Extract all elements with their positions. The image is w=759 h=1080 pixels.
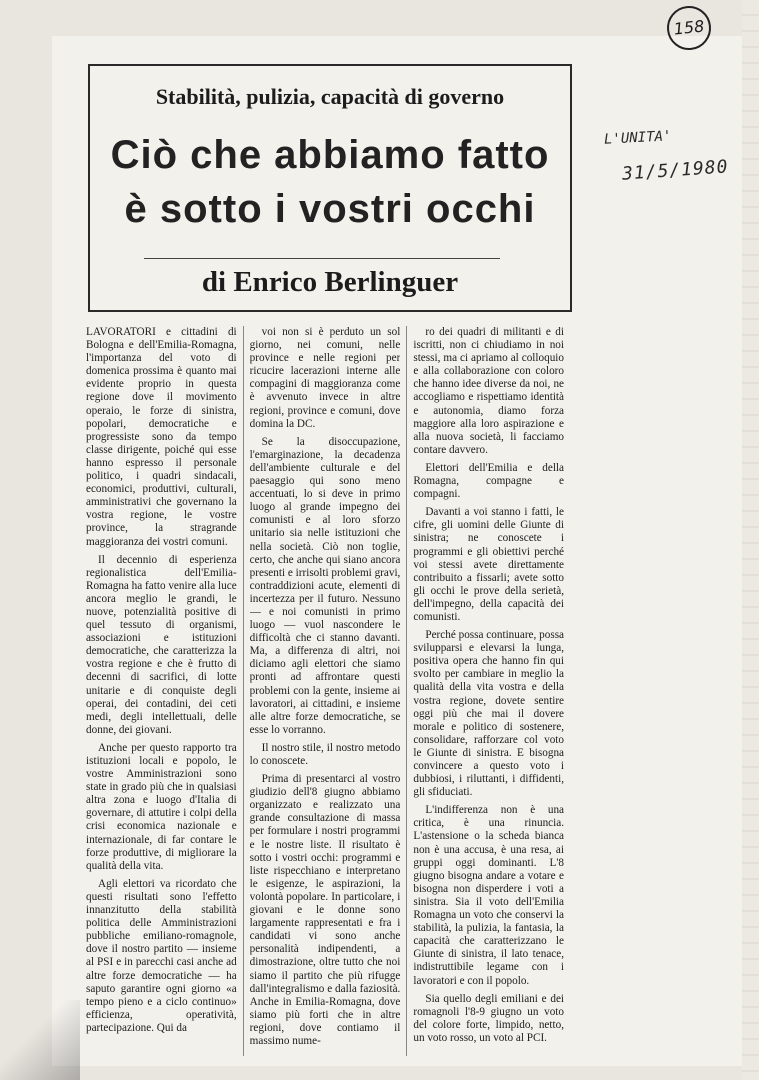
article-paragraph: LAVORATORI e cittadini di Bologna e dell'Emilia-Romagna, l'importanza del voto di domenica prossima è quanto mai evidente proprio in questa regione dove il movimento operaio, le forze di sinistra, popolari, democratiche e progressiste sono da tempo classe dirigente, poiché qui esse hanno espresso il personale politico, i quadri sindacali, economici, produttivi, culturali, amministrativi che governano la vostra regione, le vostre province, la stragrande maggioranza dei vostri comuni. [86, 326, 237, 548]
article-paragraph: Davanti a voi stanno i fatti, le cifre, gli uomini delle Giunte di sinistra; ne conoscete i programmi e gli obiettivi perché voi stessi avete direttamente contribuito a fissarli; avete sotto gli occhi le prove della serietà, dell'impegno, della capacità dei comunisti. [413, 506, 565, 623]
column-divider [243, 326, 244, 1056]
handwritten-source-note: L'UNITA' [603, 128, 672, 148]
page-number-stamp: 158 [665, 4, 713, 52]
article-paragraph: ro dei quadri di militanti e di iscritti, non ci chiudiamo in noi stessi, ma ci apriamo al colloquio e alla collaborazione con coloro che hanno idee diverse da noi, ne accogliamo e rispettiamo identità e autonomia, diamo forza maggiore alla loro aspirazione e alla nuova società, li facciamo contare davvero. [413, 326, 565, 456]
column-divider [406, 326, 407, 1056]
article-column-1 [86, 326, 237, 1056]
article-paragraph: Prima di presentarci al vostro giudizio dell'8 giugno abbiamo organizzato e realizzato una grande consultazione di massa per formulare i nostri programmi e le nostre liste. Il risultato è sotto i vostri occhi: programmi e liste rispecchiano e interpretano le esigenze, le aspirazioni, la volontà popolare. In particolare, i giovani e le donne sono largamente rappresentati e fra i candidati vi sono anche personalità indipendenti, a dimostrazione, oltre tutto che noi siamo il partito che più rifugge dall'integralismo e dalla faziosità. Anche in Emilia-Romagna, dove siamo più forti che in altre regioni, dove contiamo il massimo nume- [249, 773, 401, 1047]
byline-rule [144, 258, 500, 259]
headline-line-2: è sotto i vostri occhi [124, 187, 536, 231]
handwritten-date-note: 31/5/1980 [621, 156, 730, 185]
article-column-2 [250, 326, 401, 1056]
article-column-3 [413, 326, 564, 1056]
article-paragraph: Elettori dell'Emilia e della Romagna, compagne e compagni. [413, 461, 565, 501]
article-paragraph: Anche per questo rapporto tra istituzioni locali e popolo, le vostre Amministrazioni sono state in grado più che in qualsiasi altra zona e luogo d'Italia di governare, di attutire i colpi della crisi economica nazionale e internazionale, di far contare le forze produttive, di migliorare la qualità della vita. [86, 741, 237, 872]
headline [90, 128, 570, 236]
article-body [86, 326, 564, 1056]
article-paragraph: L'indifferenza non è una critica, è una rinuncia. L'astensione o la scheda bianca non è una accusa, è una resa, ai gruppi oggi dominanti. L'8 giugno bisogna andare a votare e bisogna non disperdere i voti a sinistra. Sia il voto dell'Emilia Romagna un voto che conservi la stabilità, la pulizia, la fantasia, la capacità che caratterizzano le Giunte di sinistra, il lato tenace, indistruttibile legame con i lavoratori e con il popolo. [413, 804, 565, 987]
headline-box [88, 64, 572, 312]
article-paragraph: Se la disoccupazione, l'emarginazione, la decadenza dell'ambiente culturale e del paesaggio qui sono meno accentuati, lo si deve in primo luogo al grande impegno dei comunisti e al loro sforzo unitario sia nelle istituzioni che nella società. Ciò non toglie, certo, che anche qui siano ancora presenti e irrisolti problemi gravi, contraddizioni acute, elementi di incertezza per il futuro. Nessuno — e noi comunisti in primo luogo — vuol nascondere le difficoltà che ci stanno davanti. Ma, a differenza di altri, noi diciamo agli elettori che siamo pronti ad affrontare questi problemi con la gente, insieme ai lavoratori, ai cittadini, e insieme alle altre forze democratiche, se esse lo vorranno. [249, 435, 401, 736]
article-paragraph: Sia quello degli emiliani e dei romagnoli l'8-9 giugno un voto del colore forte, limpido, netto, un voto rosso, un voto al PCI. [413, 992, 565, 1044]
article-paragraph: Perché possa continuare, possa svilupparsi e elevarsi la lunga, positiva opera che hanno fin qui svolto per cambiare in meglio la qualità della vita vostra e della vostra regione, dovete sentire oggi più che mai il dovere morale e politico di sostenere, consolidare, rafforzare col voto le Giunte di sinistra. E bisogna convincere a questo voto i dubbiosi, i riluttanti, i diffidenti, gli sfiduciati. [413, 629, 565, 799]
kicker: Stabilità, pulizia, capacità di governo [155, 84, 505, 109]
article-paragraph: Agli elettori va ricordato che questi risultati sono l'effetto innanzitutto della stabilità politica delle Amministrazioni pubbliche emiliano-romagnole, dove il nostro partito — insieme al PSI e in parecchi casi anche ad altre forze democratiche — ha saputo garantire ogni giorno «a tempo pieno e a ciclo continuo» efficienza, operatività, partecipazione. Qui da [86, 877, 237, 1034]
scanner-edge-strip [742, 0, 759, 1080]
headline-line-1: Ciò che abbiamo fatto [110, 133, 550, 177]
scan-shadow [0, 1000, 80, 1080]
byline: di Enrico Berlinguer [201, 266, 459, 298]
article-paragraph: voi non si è perduto un sol giorno, nei comuni, nelle province e nelle regioni per ricucire lacerazioni interne alle compagini di maggioranza come è avvenuto invece in altre regioni, province e comuni, dove domina la DC. [249, 326, 401, 430]
article-paragraph: Il nostro stile, il nostro metodo lo conoscete. [249, 741, 401, 767]
article-paragraph: Il decennio di esperienza regionalistica dell'Emilia-Romagna ha fatto venire alla luce ancora meglio le grandi, le nuove, potenzialità positive di quel tessuto di organismi, associazioni e istituzioni democratiche, che caratterizza la vostra regione e che è frutto di decenni di sacrifici, di lotte unitarie e di conquiste degli operai, dei contadini, dei ceti medi, degli intellettuali, delle donne, dei giovani. [86, 553, 237, 736]
